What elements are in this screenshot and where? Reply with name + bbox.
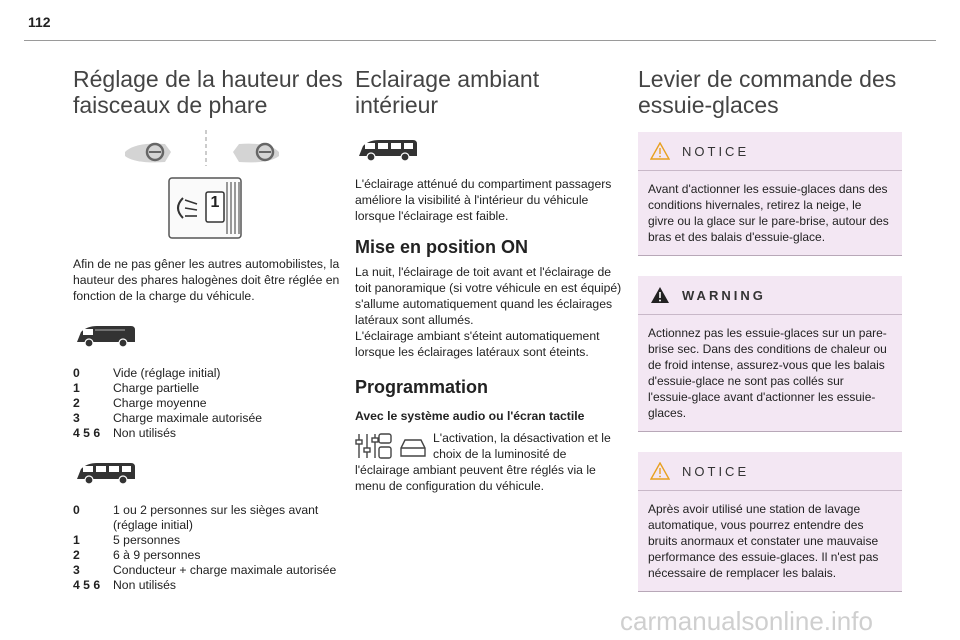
van-icon-cargo [73,320,343,350]
notice-box-winter [638,132,902,256]
list-item: 0 1 ou 2 personnes sur les sièges avant (réglage initial) [73,503,319,532]
warning-triangle-icon [650,286,670,304]
notice-title: NOTICE [682,143,750,159]
header-rule [24,40,936,41]
warning-text: Actionnez pas les essuie-glaces sur un pare-brise sec. Dans des conditions de chaleur ou de froid intense, assurez-vous que les balais d'essuie-glace ne sont pas collés sur l'essuie-glace avant d'actionner les essuie-glaces. [648,326,887,420]
notice-triangle-icon [650,462,670,480]
heading-programming: Programmation [355,377,489,397]
footer-watermark: carmanualsonline.info [620,606,873,636]
headlamp-dial-icon [73,128,343,240]
load-list-cargo [73,366,343,441]
list-item: 1 Charge partielle [73,381,200,395]
list-item: 2 6 à 9 personnes [73,548,201,562]
programming-text-a: L'activation, la désactivation et le choix de la luminosité de [433,431,611,461]
programming-subtitle: Avec le système audio ou l'écran tactile [355,409,585,423]
notice-text: Après avoir utilisé une station de lavage automatique, vous pourrez entendre des bruits anormaux et constater une mauvaise performance des essuie-glaces. Il n'est pas nécessaire de remplacer les balais. [648,502,879,580]
column-headlamp [73,66,343,593]
column-wipers [638,66,902,592]
list-item: 2 Charge moyenne [73,396,207,410]
headlamp-illustration [73,128,343,240]
page-number: 112 [28,14,51,30]
list-item: 4 5 6 Non utilisés [73,426,176,440]
van-icon-ambient [355,134,625,164]
list-item: 4 5 6 Non utilisés [73,578,176,592]
section-title-ambient: Eclairage ambiant intérieur [355,66,540,118]
programming-block [355,430,625,462]
section-title-wipers: Levier de commande des essuie-glaces [638,66,897,118]
load-list-passenger [73,503,343,593]
van-icon-passenger [73,457,343,487]
notice-box-carwash [638,452,902,592]
headlamp-dial-label: 1 [210,194,220,211]
programming-text-b: l'éclairage ambiant peuvent être réglés via le menu de configuration du véhicule. [355,463,596,493]
section-title-headlamp: Réglage de la hauteur des faisceaux de phare [73,66,343,118]
list-item: 3 Conducteur + charge maximale autorisée [73,563,337,577]
column-ambient [355,66,625,494]
notice-text: Avant d'actionner les essuie-glaces dans des conditions hivernales, retirez la neige, le givre ou la glace sur le pare-brise, autour des bras et des balais d'essuie-glace. [648,182,889,244]
list-item: 1 5 personnes [73,533,181,547]
heading-on-position: Mise en position ON [355,237,529,257]
touchscreen-settings-icon [355,430,431,462]
notice-triangle-icon [650,142,670,160]
warning-title: WARNING [682,287,766,303]
headlamp-intro: Afin de ne pas gêner les autres automobilistes, la hauteur des phares halogènes doit être réglée en fonction de la charge du véhicule. [73,257,340,303]
warning-box-dry [638,276,902,432]
on-position-text: La nuit, l'éclairage de toit avant et l'éclairage de toit panoramique (si votre véhicule en est équipé) s'allume automatiquement quand les éclairages latéraux sont allumés. L'éclairage ambiant s'éteint automatiquement lorsque les éclairages latéraux sont éteints. [355,265,622,359]
list-item: 3 Charge maximale autorisée [73,411,263,425]
notice-title: NOTICE [682,463,750,479]
ambient-intro: L'éclairage atténué du compartiment passagers améliore la visibilité à l'intérieur du véhicule lorsque l'éclairage est faible. [355,177,612,223]
list-item: 0 Vide (réglage initial) [73,366,221,380]
